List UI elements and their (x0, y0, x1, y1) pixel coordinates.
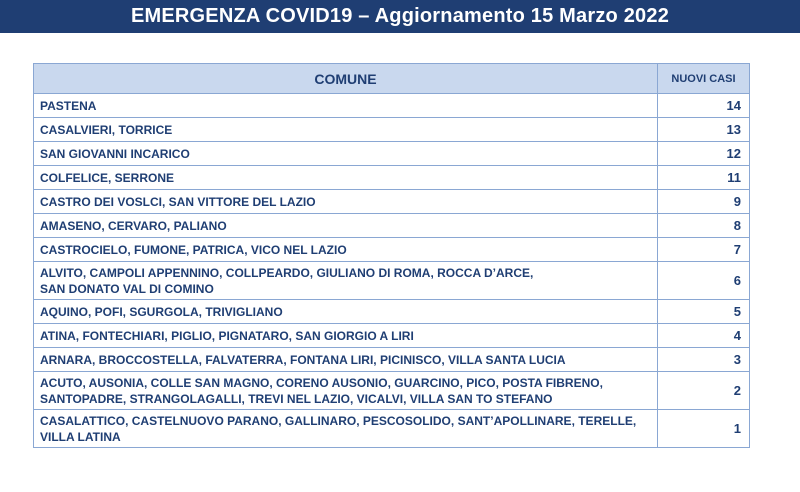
cases-cell: 7 (658, 238, 750, 262)
cases-cell: 12 (658, 142, 750, 166)
cases-cell: 5 (658, 300, 750, 324)
cases-cell: 9 (658, 190, 750, 214)
table-row (34, 94, 750, 118)
table-row (34, 372, 750, 410)
cases-cell: 3 (658, 348, 750, 372)
table-row (34, 410, 750, 448)
comune-cell: CASTRO DEI VOSLCI, SAN VITTORE DEL LAZIO (34, 190, 658, 214)
comune-cell: AQUINO, POFI, SGURGOLA, TRIVIGLIANO (34, 300, 658, 324)
comune-cell: AMASENO, CERVARO, PALIANO (34, 214, 658, 238)
comune-cell: COLFELICE, SERRONE (34, 166, 658, 190)
table-row (34, 118, 750, 142)
table-row (34, 262, 750, 300)
table-header-row (34, 64, 750, 94)
comune-cell (34, 372, 658, 410)
cases-cell: 4 (658, 324, 750, 348)
comune-line: CASALATTICO, CASTELNUOVO PARANO, GALLINARO, PESCOSOLIDO, SANT’APOLLINARE, TERELLE, (40, 413, 637, 428)
table-row (34, 324, 750, 348)
column-header-nuovi-casi: NUOVI CASI (658, 64, 750, 94)
cases-cell: 6 (658, 262, 750, 300)
comune-cell: PASTENA (34, 94, 658, 118)
cases-cell: 1 (658, 410, 750, 448)
table-row (34, 166, 750, 190)
comune-cell (34, 262, 658, 300)
cases-cell: 8 (658, 214, 750, 238)
cases-table (33, 63, 750, 448)
comune-line: SANTOPADRE, STRANGOLAGALLI, TREVI NEL LAZIO, VICALVI, VILLA SAN TO STEFANO (40, 391, 553, 406)
cases-table-container (33, 63, 749, 448)
title-banner (0, 0, 800, 33)
cases-cell: 14 (658, 94, 750, 118)
page-title: EMERGENZA COVID19 – Aggiornamento 15 Marzo 2022 (130, 5, 670, 27)
comune-cell: SAN GIOVANNI INCARICO (34, 142, 658, 166)
comune-cell (34, 410, 658, 448)
table-row (34, 238, 750, 262)
comune-line: VILLA LATINA (40, 429, 121, 444)
cases-cell: 13 (658, 118, 750, 142)
comune-line: SAN DONATO VAL DI COMINO (40, 281, 214, 296)
comune-cell: CASALVIERI, TORRICE (34, 118, 658, 142)
table-row (34, 348, 750, 372)
table-row (34, 300, 750, 324)
comune-cell: ATINA, FONTECHIARI, PIGLIO, PIGNATARO, SAN GIORGIO A LIRI (34, 324, 658, 348)
cases-cell: 11 (658, 166, 750, 190)
table-row (34, 142, 750, 166)
comune-cell: ARNARA, BROCCOSTELLA, FALVATERRA, FONTANA LIRI, PICINISCO, VILLA SANTA LUCIA (34, 348, 658, 372)
comune-cell: CASTROCIELO, FUMONE, PATRICA, VICO NEL LAZIO (34, 238, 658, 262)
column-header-comune: COMUNE (34, 64, 658, 94)
table-row (34, 190, 750, 214)
table-row (34, 214, 750, 238)
cases-cell: 2 (658, 372, 750, 410)
comune-line: ACUTO, AUSONIA, COLLE SAN MAGNO, CORENO AUSONIO, GUARCINO, PICO, POSTA FIBRENO, (40, 375, 603, 390)
comune-line: ALVITO, CAMPOLI APPENNINO, COLLPEARDO, GIULIANO DI ROMA, ROCCA D’ARCE, (40, 265, 534, 280)
